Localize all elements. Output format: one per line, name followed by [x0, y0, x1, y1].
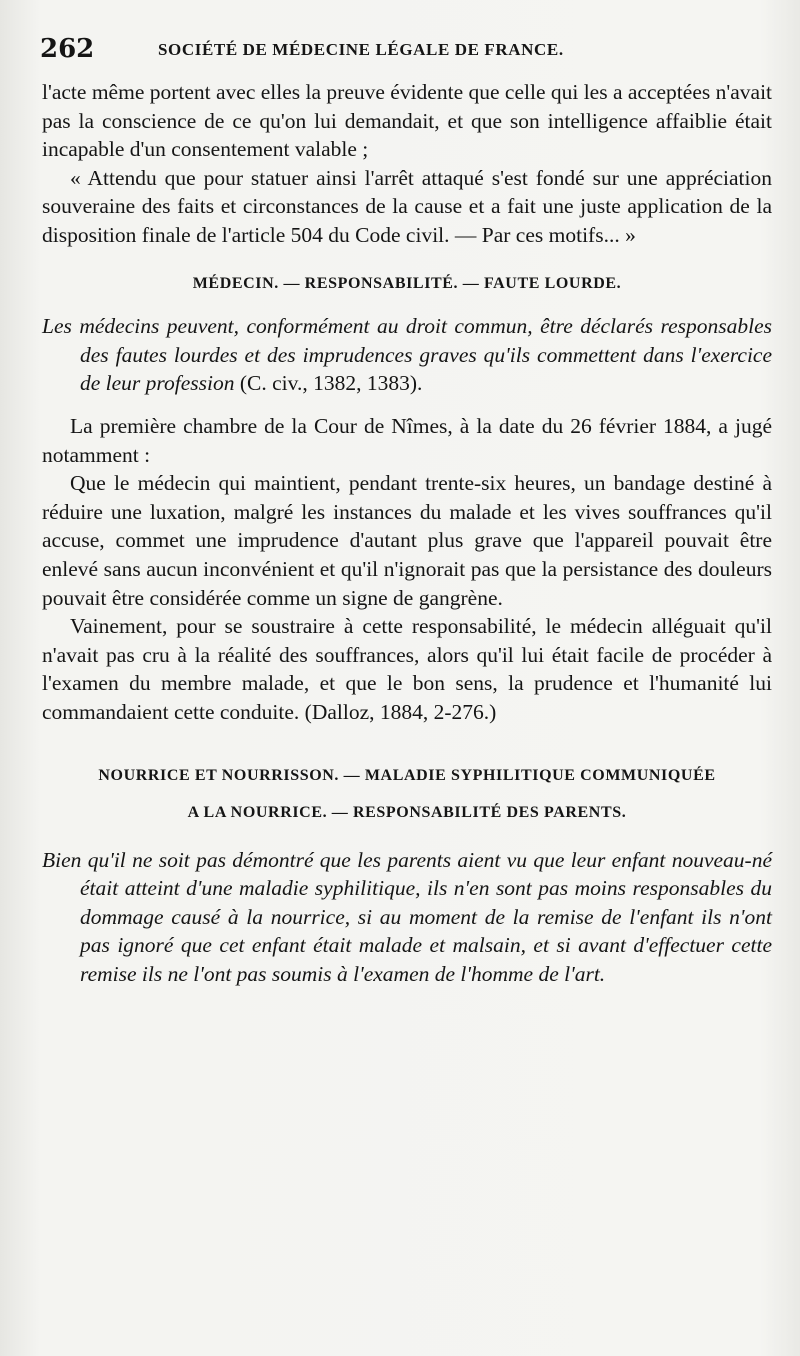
page-number: 262: [40, 34, 95, 64]
section-summary-medecin: [42, 312, 772, 398]
section-title-medecin: MÉDECIN. — RESPONSABILITÉ. — FAUTE LOURDE.: [192, 274, 622, 292]
section-title-nourrice-line1: NOURRICE ET NOURRISSON. — MALADIE SYPHILITIQUE COMMUNIQUÉE: [98, 767, 716, 785]
page-header: [40, 34, 760, 68]
paragraph-nimes: La première chambre de la Cour de Nîmes, à la date du 26 février 1884, a jugé notamment :: [42, 413, 772, 467]
running-head: SOCIÉTÉ DE MÉDECINE LÉGALE DE FRANCE.: [158, 40, 564, 59]
summary-text: Les médecins peuvent, conformément au droit commun, être déclarés responsables des fautes lourdes et des imprudences graves qu'ils commettent dans l'exercice de leur profession: [42, 314, 772, 396]
paragraph-bandage: Que le médecin qui maintient, pendant trente-six heures, un bandage destiné à réduire une luxation, malgré les instances du malade et les vives souffrances qu'il accuse, commet une imprudence d'autant plus grave que l'appareil pouvait être enlevé sans aucun inconvénient et qu'il n'ignorait pas que la persistance des douleurs pouvait être considérée comme un signe de gangrène.: [42, 471, 772, 610]
section-title-nourrice-line2: A LA NOURRICE. — RESPONSABILITÉ DES PARENTS.: [187, 804, 627, 822]
section-summary-nourrice: Bien qu'il ne soit pas démontré que les parents aient vu que leur enfant nouveau-né était atteint d'une maladie syphilitique, ils n'en sont pas moins responsables du dommage causé à la nourrice, si au moment de la remise de l'enfant ils n'ont pas ignoré que cet enfant était malade et malsain, et si avant d'effectuer cette remise ils ne l'ont pas soumis à l'examen de l'homme de l'art.: [42, 847, 772, 987]
continued-paragraph: l'acte même portent avec elles la preuve évidente que celle qui les a acceptées n'avait pas la conscience de ce qu'on lui demandait, et que son intelligence affaiblie était incapable d'un consentement valable ;: [42, 80, 773, 162]
paragraph-vainement: Vainement, pour se soustraire à cette responsabilité, le médecin alléguait qu'il n'avait pas cru à la réalité des souffrances, alors qu'il lui était facile de procéder à l'examen du membre malade, et que le bon sens, la prudence et l'humanité lui commandaient cette conduite. (Dalloz, 1884, 2-276.): [42, 614, 772, 724]
summary-citation: (C. civ., 1382, 1383).: [239, 371, 423, 396]
page-content: [42, 78, 772, 989]
attendu-paragraph: « Attendu que pour statuer ainsi l'arrêt attaqué s'est fondé sur une appréciation souveraine des faits et circonstances de la cause et a fait une juste application de la disposition finale de l'article 504 du Code civil. — Par ces motifs... »: [42, 165, 772, 247]
